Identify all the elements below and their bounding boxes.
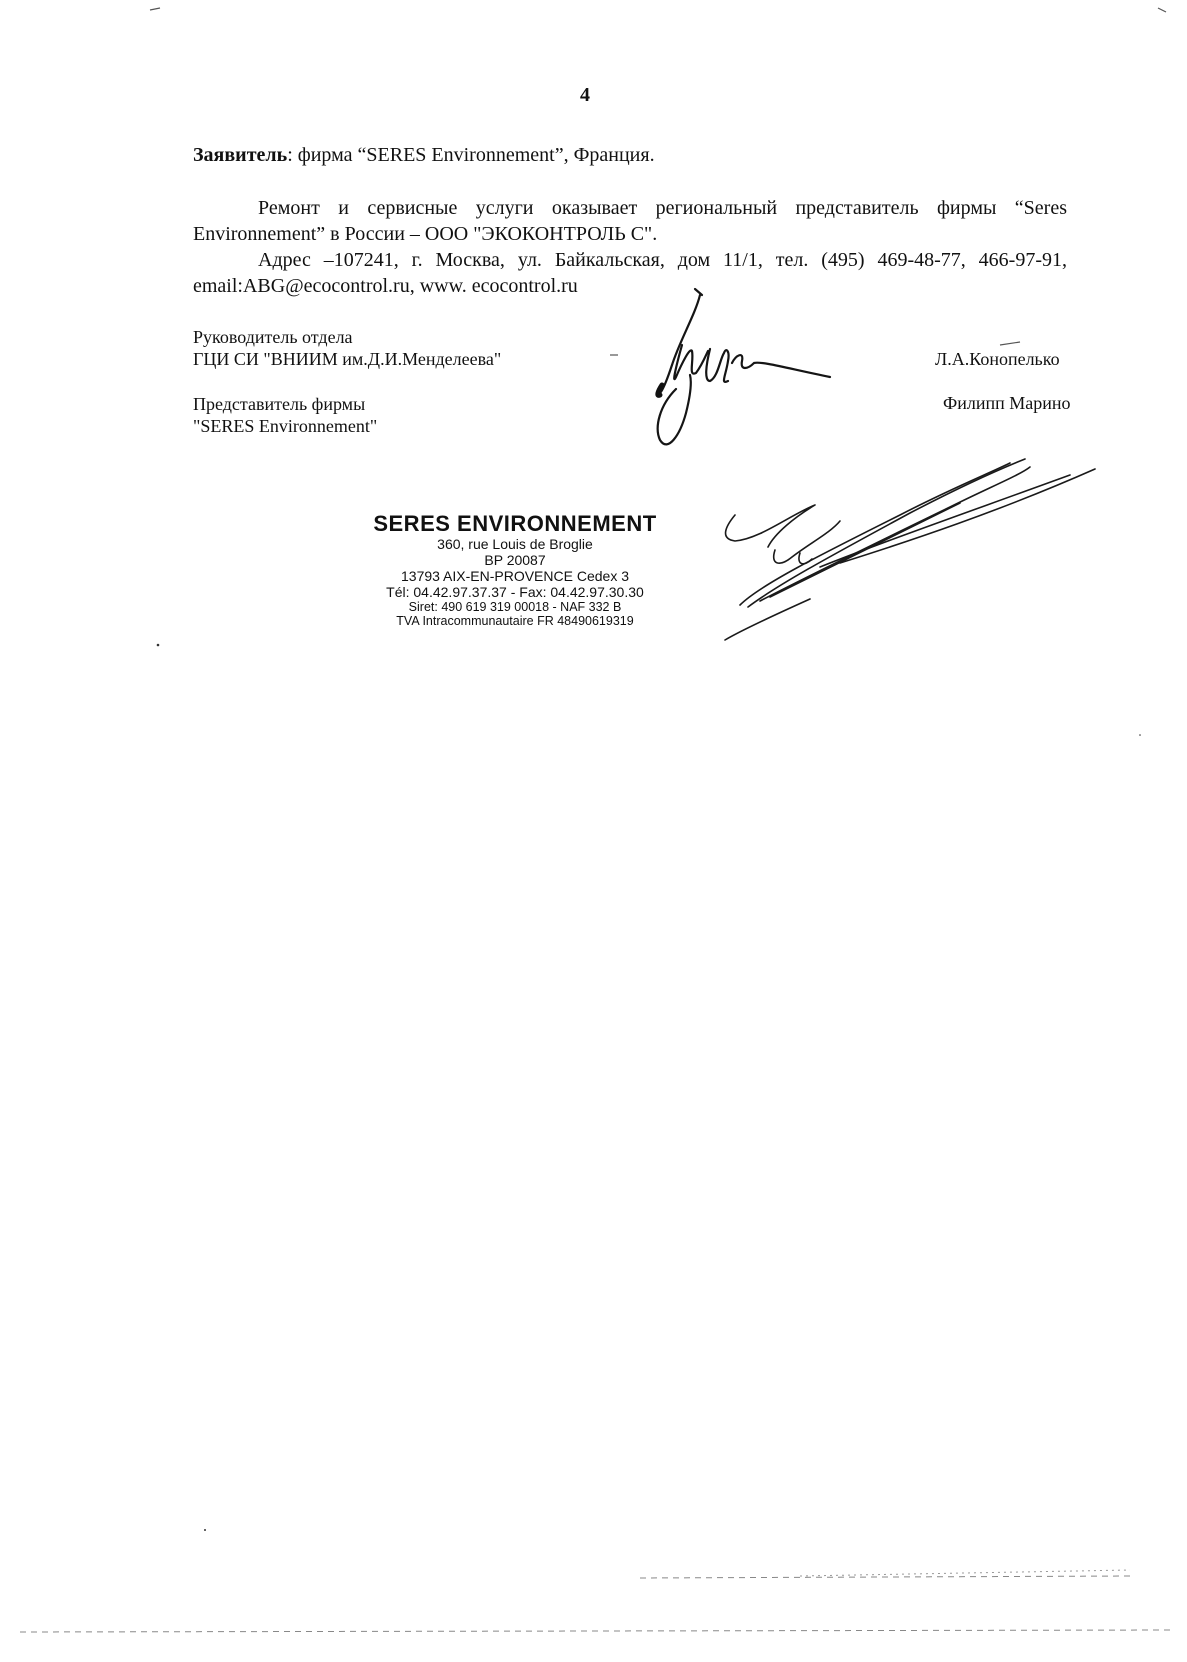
stamp-po-box: BP 20087: [484, 552, 546, 568]
repair-text: Ремонт и сервисные услуги оказывает региональный представитель фирмы “Seres Environnement” в России – ООО "ЭКОКОНТРОЛЬ С".: [193, 197, 1067, 245]
signatory-2-title-line2: "SERES Environnement": [193, 416, 378, 436]
address-text: Адрес –107241, г. Москва, ул. Байкальская, дом 11/1, тел. (495) 469-48-77, 466-97-91, email:ABG@ecocontrol.ru, www. ecocontrol.ru: [193, 249, 1067, 297]
signatory-1-name: Л.А.Конопелько: [935, 349, 1060, 369]
signatory-2-name: Филипп Марино: [943, 393, 1071, 413]
stamp-siret: Siret: 490 619 319 00018 - NAF 332 B: [408, 600, 622, 614]
signatory-1-title-line2: ГЦИ СИ "ВНИИМ им.Д.И.Менделеева": [193, 349, 502, 369]
signatory-1-title-line1: Руководитель отдела: [193, 327, 353, 347]
stamp-phone-fax: Tél: 04.42.97.37.37 - Fax: 04.42.97.30.30: [386, 584, 644, 600]
stamp-street: 360, rue Louis de Broglie: [437, 536, 593, 552]
applicant-label: Заявитель: [193, 144, 288, 166]
page-number: 4: [580, 84, 590, 106]
signatory-2-title-line1: Представитель фирмы: [193, 394, 366, 414]
stamp-city: 13793 AIX-EN-PROVENCE Cedex 3: [401, 568, 629, 584]
stamp-company-name: SERES ENVIRONNEMENT: [373, 511, 657, 536]
stamp-vat: TVA Intracommunautaire FR 48490619319: [396, 614, 634, 628]
applicant-text: : фирма “SERES Environnement”, Франция.: [287, 144, 655, 166]
